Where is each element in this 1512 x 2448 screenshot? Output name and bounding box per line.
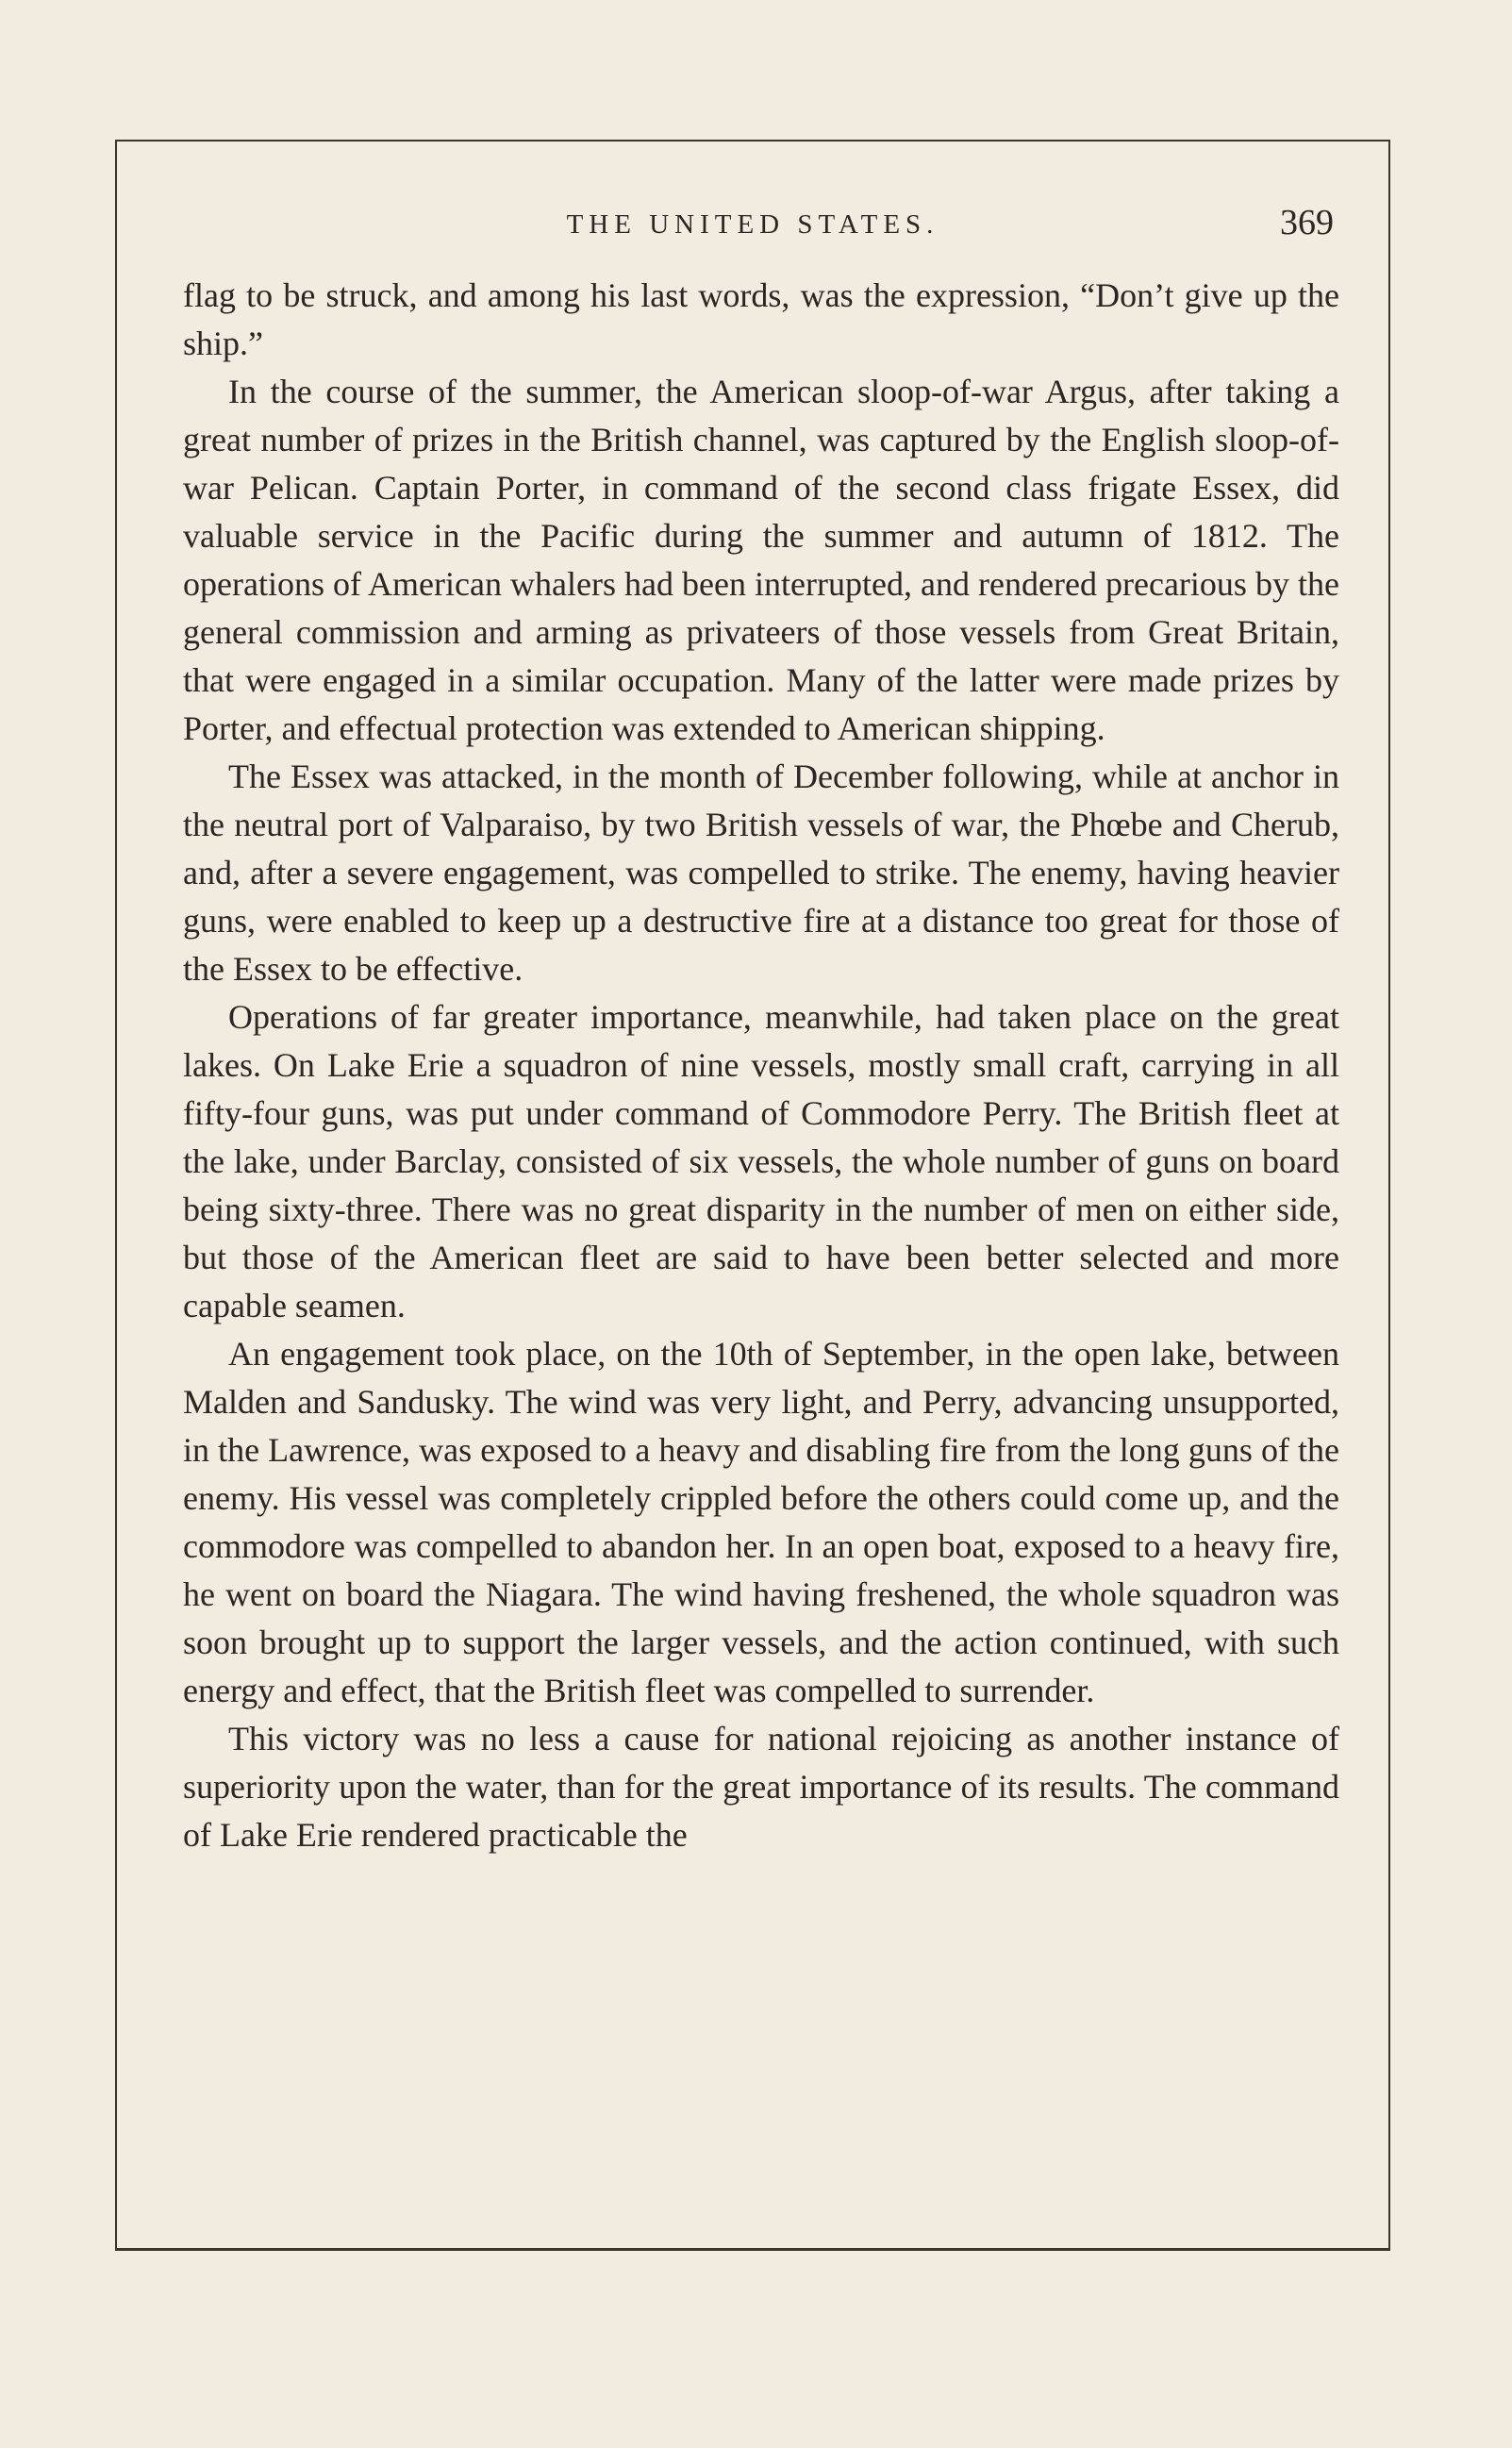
paragraph-3: The Essex was attacked, in the month of December following, while at anchor in the neutral port of Valparaiso, by two British vessels of war, the Phœbe and Cherub, and, after a severe engagement, was compelled to strike. The enemy, having heavier guns, were enabled to keep up a destructive fire at a distance too great for those of the Essex to be effective. [183, 758, 1339, 988]
text-body [183, 272, 1339, 1859]
paragraph-6: This victory was no less a cause for national rejoicing as another instance of superiority upon the water, than for the great importance of its results. The command of Lake Erie rendered practicable the [183, 1720, 1339, 1854]
page-number: 369 [1280, 203, 1334, 242]
paragraph-5: An engagement took place, on the 10th of September, in the open lake, between Malden and Sandusky. The wind was very light, and Perry, advancing unsupported, in the Lawrence, was exposed to a heavy and disabling fire from the long guns of the enemy. His vessel was completely crippled before the others could come up, and the commodore was compelled to abandon her. In an open boat, exposed to a heavy fire, he went on board the Niagara. The wind having freshened, the whole squadron was soon brought up to support the larger vessels, and the action continued, with such energy and effect, that the British fleet was compelled to surrender. [183, 1335, 1339, 1709]
paragraph-2: In the course of the summer, the American sloop-of-war Argus, after taking a great number of prizes in the British channel, was captured by the English sloop-of-war Pelican. Captain Porter, in command of the second class frigate Essex, did valuable service in the Pacific during the summer and autumn of 1812. The operations of American whalers had been interrupted, and rendered precarious by the general commission and arming as privateers of those vessels from Great Britain, that were engaged in a similar occupation. Many of the latter were made prizes by Porter, and effectual protection was extended to American shipping. [183, 373, 1339, 747]
running-title: THE UNITED STATES. [566, 209, 939, 240]
paragraph-4: Operations of far greater importance, meanwhile, had taken place on the great lakes. On Lake Erie a squadron of nine vessels, mostly small craft, carrying in all fifty-four guns, was put under command of Commodore Perry. The British fleet at the lake, under Barclay, consisted of six vessels, the whole number of guns on board being sixty-three. There was no great disparity in the number of men on either side, but those of the American fleet are said to have been better selected and more capable seamen. [183, 998, 1339, 1324]
paragraph-1: flag to be struck, and among his last words, was the expression, “Don’t give up the ship.” [183, 276, 1339, 362]
page-frame [115, 140, 1390, 2251]
running-head [117, 198, 1388, 255]
